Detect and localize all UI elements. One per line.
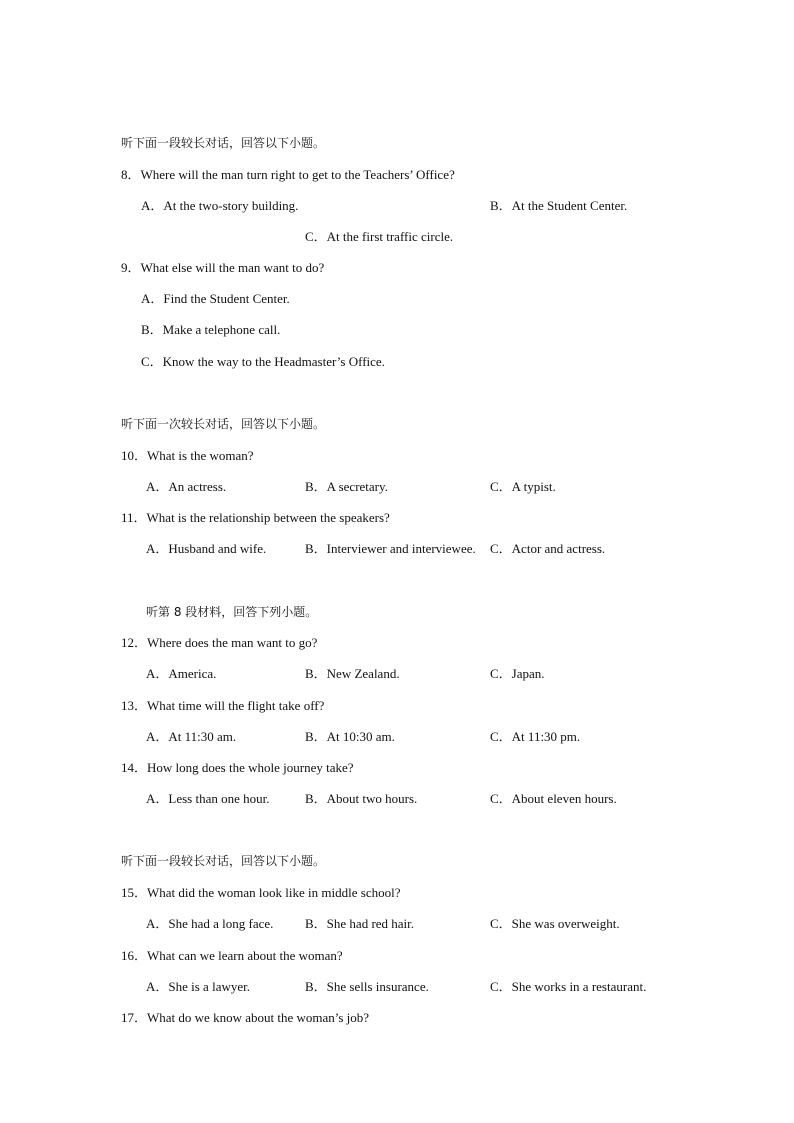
section-heading: 听下面一段较长对话，回答以下小题。 [121, 854, 326, 868]
option-letter: C． [305, 229, 327, 244]
option-text: A typist. [511, 479, 556, 494]
question-13 [121, 698, 324, 714]
option-letter: B． [305, 666, 327, 681]
option-text: Know the way to the Headmaster’s Office. [162, 354, 385, 369]
section-heading: 听下面一段较长对话，回答以下小题。 [121, 136, 326, 150]
option-letter: A． [141, 291, 164, 306]
question-number: 11． [121, 510, 147, 525]
question-number: 17． [121, 1010, 148, 1025]
question-number: 9． [121, 260, 141, 275]
option-b[interactable] [305, 541, 476, 557]
option-a[interactable] [146, 916, 273, 932]
option-letter: A． [141, 198, 164, 213]
option-text: Actor and actress. [511, 541, 606, 556]
question-text: What else will the man want to do? [140, 260, 325, 275]
option-letter: A． [146, 479, 169, 494]
question-text: What did the woman look like in middle school? [147, 885, 401, 900]
option-text: Make a telephone call. [162, 322, 281, 337]
option-a[interactable] [141, 198, 298, 214]
option-c[interactable] [490, 666, 545, 682]
option-letter: B． [305, 479, 327, 494]
option-letter: C． [490, 479, 512, 494]
question-16 [121, 948, 343, 964]
option-letter: A． [146, 916, 169, 931]
option-text: Japan. [511, 666, 545, 681]
option-letter: A． [146, 729, 169, 744]
option-b[interactable] [305, 979, 429, 995]
question-number: 13． [121, 698, 148, 713]
option-letter: C． [490, 666, 512, 681]
section-heading: 听第 8 段材料，回答下列小题。 [146, 605, 318, 619]
option-letter: A． [146, 791, 169, 806]
option-b[interactable] [305, 666, 400, 682]
question-10 [121, 448, 254, 464]
option-b[interactable] [141, 322, 280, 338]
option-a[interactable] [146, 979, 250, 995]
option-a[interactable] [146, 479, 226, 495]
question-12 [121, 635, 317, 651]
option-text: She works in a restaurant. [511, 979, 647, 994]
question-number: 10． [121, 448, 148, 463]
option-text: America. [168, 666, 217, 681]
question-text: Where does the man want to go? [147, 635, 318, 650]
question-text: What is the relationship between the speakers? [146, 510, 390, 525]
option-c[interactable] [490, 979, 646, 995]
question-15 [121, 885, 400, 901]
option-text: She was overweight. [511, 916, 620, 931]
option-letter: B． [305, 916, 327, 931]
option-letter: B． [305, 729, 327, 744]
option-c[interactable] [141, 354, 385, 370]
option-letter: C． [490, 979, 512, 994]
option-text: About eleven hours. [511, 791, 617, 806]
option-text: A secretary. [326, 479, 388, 494]
option-text: At 11:30 pm. [511, 729, 581, 744]
option-text: Husband and wife. [168, 541, 267, 556]
option-text: Less than one hour. [168, 791, 270, 806]
question-number: 15． [121, 885, 148, 900]
question-text: What do we know about the woman’s job? [147, 1010, 370, 1025]
option-b[interactable] [305, 729, 395, 745]
question-14 [121, 760, 354, 776]
option-b[interactable] [305, 791, 417, 807]
option-c[interactable] [490, 479, 556, 495]
option-text: Interviewer and interviewee. [326, 541, 476, 556]
question-text: What can we learn about the woman? [147, 948, 343, 963]
option-text: At 10:30 am. [326, 729, 395, 744]
option-a[interactable] [146, 729, 236, 745]
option-text: At 11:30 am. [168, 729, 237, 744]
option-letter: B． [305, 791, 327, 806]
option-letter: C． [141, 354, 163, 369]
option-letter: B． [141, 322, 163, 337]
option-letter: C． [490, 916, 512, 931]
question-number: 16． [121, 948, 148, 963]
option-c[interactable] [305, 229, 453, 245]
option-c[interactable] [490, 541, 605, 557]
option-c[interactable] [490, 791, 617, 807]
option-text: She had red hair. [326, 916, 415, 931]
option-text: An actress. [168, 479, 227, 494]
question-number: 14． [121, 760, 148, 775]
option-text: She had a long face. [168, 916, 274, 931]
option-letter: C． [490, 791, 512, 806]
option-letter: A． [146, 666, 169, 681]
option-text: She is a lawyer. [168, 979, 250, 994]
option-letter: C． [490, 541, 512, 556]
option-b[interactable] [490, 198, 627, 214]
question-text: Where will the man turn right to get to the Teachers’ Office? [140, 167, 455, 182]
option-text: At the first traffic circle. [326, 229, 454, 244]
question-text: How long does the whole journey take? [147, 760, 354, 775]
option-text: At the two-story building. [163, 198, 299, 213]
option-c[interactable] [490, 916, 620, 932]
option-letter: B． [490, 198, 512, 213]
option-b[interactable] [305, 479, 388, 495]
question-number: 8． [121, 167, 141, 182]
option-b[interactable] [305, 916, 414, 932]
question-9 [121, 260, 324, 276]
option-letter: B． [305, 979, 327, 994]
option-letter: C． [490, 729, 512, 744]
question-11 [121, 510, 390, 526]
option-letter: A． [146, 541, 169, 556]
question-text: What is the woman? [147, 448, 254, 463]
option-text: Find the Student Center. [163, 291, 290, 306]
question-17 [121, 1010, 369, 1026]
option-a[interactable] [141, 291, 290, 307]
section-heading: 听下面一次较长对话，回答以下小题。 [121, 417, 326, 431]
option-a[interactable] [146, 666, 216, 682]
option-letter: B． [305, 541, 327, 556]
question-8 [121, 167, 455, 183]
question-text: What time will the flight take off? [147, 698, 325, 713]
option-text: At the Student Center. [511, 198, 628, 213]
option-text: About two hours. [326, 791, 418, 806]
question-number: 12． [121, 635, 148, 650]
option-a[interactable] [146, 791, 269, 807]
option-text: New Zealand. [326, 666, 400, 681]
option-c[interactable] [490, 729, 580, 745]
option-text: She sells insurance. [326, 979, 429, 994]
option-letter: A． [146, 979, 169, 994]
option-a[interactable] [146, 541, 266, 557]
